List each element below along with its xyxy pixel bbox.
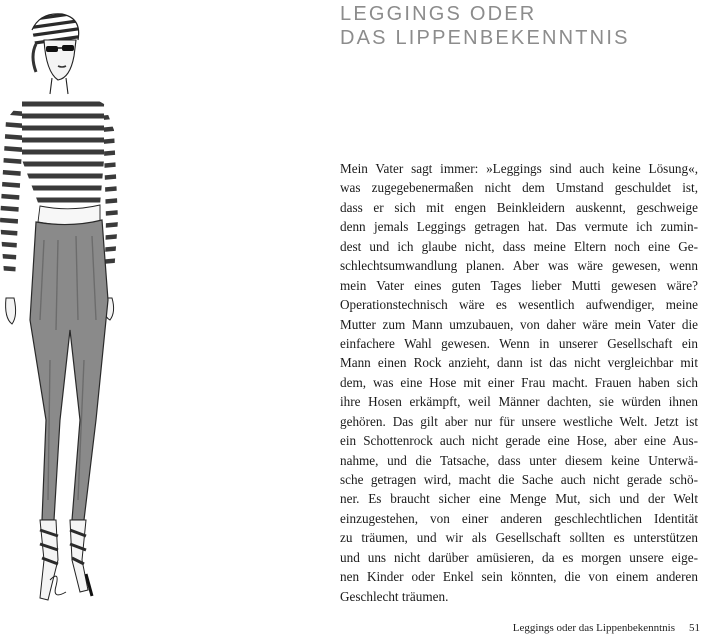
text-line: nahme, und die Tatsache, dass unter diesem keine Unterwä- (340, 452, 698, 468)
text-line: und uns nicht darüber amüsieren, da es morgen unsere eige- (340, 549, 698, 565)
page-number: 51 (689, 622, 700, 634)
running-title: Leggings oder das Lippenbekenntnis (512, 622, 675, 634)
text-line: zu träumen, und wir als Gesellschaft sollten es unterstützen (340, 530, 698, 546)
text-line: dem, was eine Hose mit einer Frau macht. Frauen haben sich (340, 374, 698, 390)
chapter-title-line-2: DAS LIPPENBEKENNTNIS (340, 27, 630, 49)
text-line: einfachere Wahl gewesen. Wenn in unserer Gesellschaft ein (340, 335, 698, 351)
text-line: Mein Vater sagt immer: »Leggings sind auch keine Lösung«, (340, 161, 698, 176)
chapter-title-line-1: LEGGINGS ODER (340, 3, 537, 25)
text-line: ner. Es braucht sicher eine Menge Mut, sich und der Welt (340, 491, 698, 507)
text-line: was zugegebenermaßen nicht dem Umstand geschuldet ist, (340, 180, 698, 196)
text-line: dass er sich mit engen Beinkleidern auskennt, geschweige (340, 199, 698, 215)
text-line: sche getragen wird, macht die Sache auch nicht gerade schö- (340, 472, 698, 487)
chapter-title (340, 2, 700, 50)
text-line: dest und ich glaube nicht, dass meine Eltern noch eine Ge- (340, 238, 698, 254)
text-line: Geschlecht träumen. (340, 588, 449, 604)
body-paragraph (340, 159, 698, 606)
text-line: schlechtsumwandlung planen. Aber was wäre gewesen, wenn (340, 258, 698, 274)
text-line: nen Kinder oder Enkel sein könnten, die von einem anderen (340, 569, 698, 585)
text-line: ein Schottenrock auch nicht gerade eine Hose, aber eine Aus- (340, 433, 698, 449)
text-line: Operationstechnisch wäre es wesentlich aufwendiger, meine (340, 297, 698, 313)
text-line: gehören. Das gilt aber nur für unsere westliche Welt. Jetzt ist (340, 413, 698, 429)
text-line: Mutter zum Mann umzubauen, von daher wäre mein Vater die (340, 316, 698, 332)
text-line: ihre Hosen erkämpft, weil Männer dachten, sie würden ihnen (340, 394, 698, 410)
fashion-illustration (0, 0, 130, 610)
text-line: denn jemals Leggings getragen hat. Das vermute ich zumin- (340, 219, 698, 235)
text-line: mein Vater eines guten Tages lieber Mutti gewesen wäre? (340, 277, 698, 293)
text-line: einzugestehen, von einer anderen geschlechtlichen Identität (340, 510, 698, 526)
text-line: Mann einen Rock anzieht, dann ist das nicht vergleichbar mit (340, 355, 698, 371)
page-footer (512, 622, 700, 634)
